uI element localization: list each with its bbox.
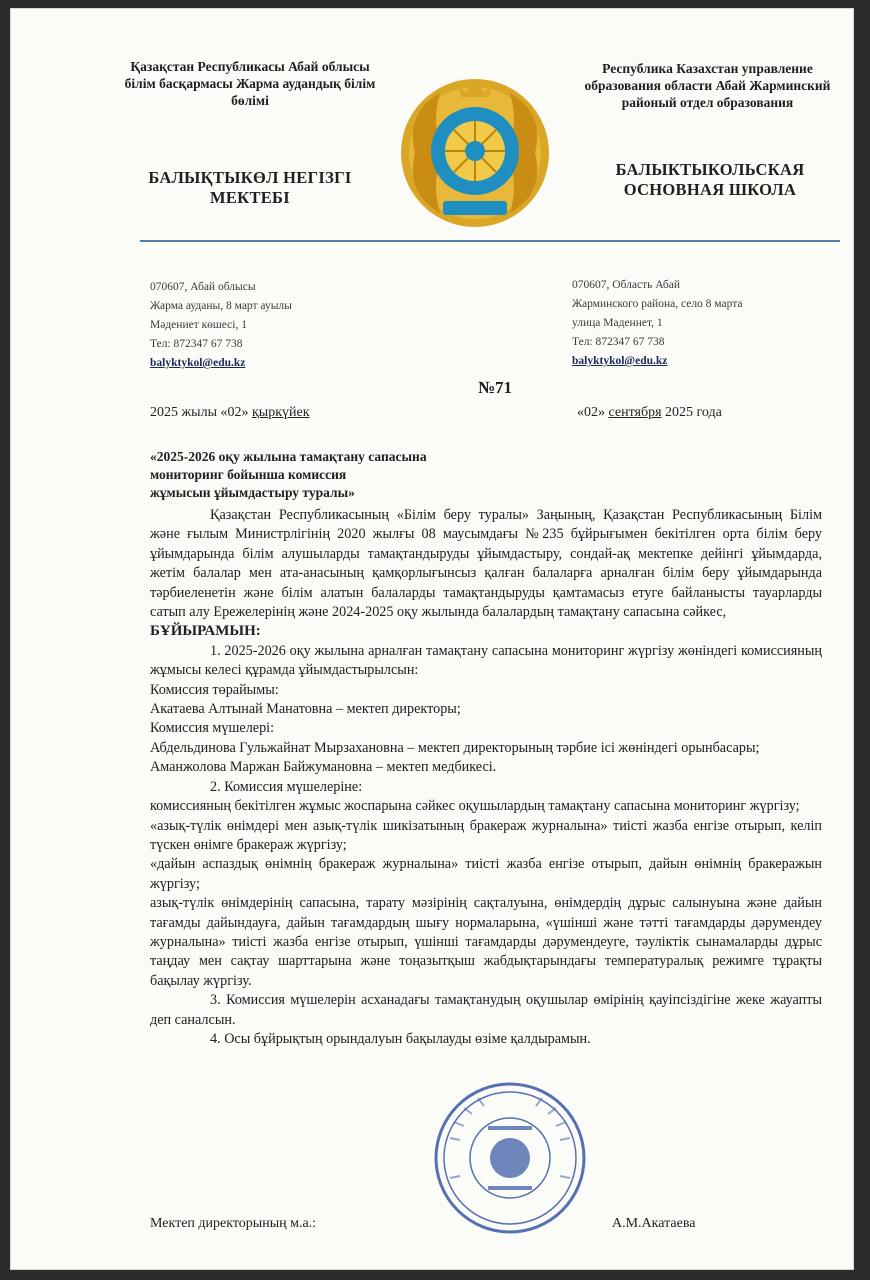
clause-4: 4. Осы бұйрықтың орындалуын бақылауды өзіме қалдырамын. xyxy=(210,1030,591,1047)
address-line: Мәдениет көшесі, 1 xyxy=(150,319,247,331)
address-line: улица Маденнет, 1 xyxy=(572,317,663,329)
address-line: Жарма ауданы, 8 март ауылы xyxy=(150,300,292,312)
date-prefix: «02» xyxy=(577,405,605,420)
email-link[interactable]: balyktykol@edu.kz xyxy=(150,357,246,369)
date-russian xyxy=(577,405,722,421)
subject-line: жұмысын ұйымдастыру туралы» xyxy=(150,485,355,500)
clause-1: 1. 2025-2026 оқу жылына арналған тамақтану сапасына мониторинг жүргізу жөніндегі комиссияның жұмысы келесі құрамда ұйымдастырылсын: xyxy=(150,642,822,679)
document-subject xyxy=(150,448,570,502)
date-month: сентября xyxy=(608,405,662,420)
date-month: қыркүйек xyxy=(251,405,310,420)
chair-name: Акатаева Алтынай Манатовна – мектеп директоры; xyxy=(150,701,461,718)
date-prefix: 2025 жылы «02» xyxy=(150,405,249,420)
right-organization-header: Республика Казахстан управление образования области Абай Жарминский районый отдел образования xyxy=(584,61,831,110)
date-kazakh xyxy=(150,405,310,421)
subject-line: мониторинг бойынша комиссия xyxy=(150,467,347,482)
subject-line: «2025-2026 оқу жылына тамақтану сапасына xyxy=(150,449,427,464)
chair-label: Комиссия төрайымы: xyxy=(150,681,279,698)
order-heading: БҰЙЫРАМЫН: xyxy=(150,623,261,640)
members-label: Комиссия мүшелері: xyxy=(150,720,275,737)
address-line: 070607, Абай облысы xyxy=(150,281,256,293)
duty-item: «азық-түлік өнімдері мен азық-түлік шикізатының бракераж журналына» тиісті жазба енгізе отырып, келіп түскен өнімге бракераж жүргізу; xyxy=(150,817,822,853)
member-item: Абдельдинова Гульжайнат Мырзахановна – мектеп директорының тәрбие ісі жөніндегі орынбасары; xyxy=(150,739,760,756)
left-organization-header: Қазақстан Республикасы Абай облысы білім басқармасы Жарма аудандық білім бөлімі xyxy=(124,59,376,108)
address-line: 070607, Область Абай xyxy=(572,279,681,291)
school-name-russian: БАЛЫКТЫКОЛЬСКАЯ ОСНОВНАЯ ШКОЛА xyxy=(615,160,805,199)
document-page xyxy=(10,8,854,1270)
member-item: Аманжолова Маржан Байжумановна – мектеп медбикесі. xyxy=(150,759,497,776)
clause-2: 2. Комиссия мүшелеріне: xyxy=(210,778,363,795)
round-seal-stamp-icon xyxy=(430,1078,590,1238)
duty-item: азық-түлік өнімдерінің сапасына, тарату мәзірінің сақталуына, өнімдердің дұрыс салынуына және дайын тағамды дайындауға, дайын тағамдардың шығу нормаларына, «үшінші және тәтті тағамдарды дәрумендеу журналына» тиісті жазба енгізе отырып, үшінші тағамдарды дәрумендеуге, тәуліктік сынамаларды дұрыс таңдау мен сақтау шарттарына және тоңазытқыш жабдықтарындағы температуралық режимге тұрақты бақылау жүргізу. xyxy=(150,895,822,989)
document-body xyxy=(150,506,822,1049)
address-block-right xyxy=(572,276,832,371)
clause-3: 3. Комиссия мүшелерін асханадағы тамақтанудың оқушылар өмірінің қауіпсіздігіне жеке жауапты деп саналсын. xyxy=(150,992,822,1028)
preamble-paragraph: Қазақстан Республикасының «Білім беру туралы» Заңының, Қазақстан Республикасының Білім және ғылым Министрлігінің 2020 жылғы 08 маусымдағы №235 бұйрығымен бекітілген орта білім беру ұйымдарында білім алушыларды тамақтандыруды ұйымдастыру, сондай-ақ мектепке дейінгі ұйымдарда, жетім балалар мен ата-анасының қамқорлығынсыз қалған балаларға арналған білім беру ұйымдарында тәрбиеленетін және білім алатын балаларды тамақтандыруды қамтамасыз етуге байланысты тауарларды сатып алу Ережелерінің және 2024-2025 оқу жылында балалардың тамақтану сапасына сәйкес, xyxy=(150,507,822,621)
duty-item: «дайын аспаздық өнімнің бракераж журналына» тиісті жазба енгізе отырып, дайын өнімнің бракеражын жүргізу; xyxy=(150,856,822,892)
school-name-kazakh: БАЛЫҚТЫКӨЛ НЕГІЗГІ МЕКТЕБІ xyxy=(148,168,352,207)
kazakhstan-emblem-icon xyxy=(395,73,555,233)
header-divider xyxy=(140,240,840,242)
duty-item: комиссияның бекітілген жұмыс жоспарына сәйкес оқушылардың тамақтану сапасына мониторинг жүргізу; xyxy=(150,798,800,815)
phone-line: Тел: 872347 67 738 xyxy=(150,338,243,350)
date-suffix: 2025 года xyxy=(665,405,722,420)
signatory-name: А.М.Акатаева xyxy=(612,1216,696,1231)
address-block-left xyxy=(150,278,410,373)
address-line: Жарминского района, село 8 марта xyxy=(572,298,743,310)
signatory-role: Мектеп директорының м.а.: xyxy=(150,1216,317,1231)
document-number: №71 xyxy=(477,378,513,397)
email-link[interactable]: balyktykol@edu.kz xyxy=(572,355,668,367)
phone-line: Тел: 872347 67 738 xyxy=(572,336,665,348)
